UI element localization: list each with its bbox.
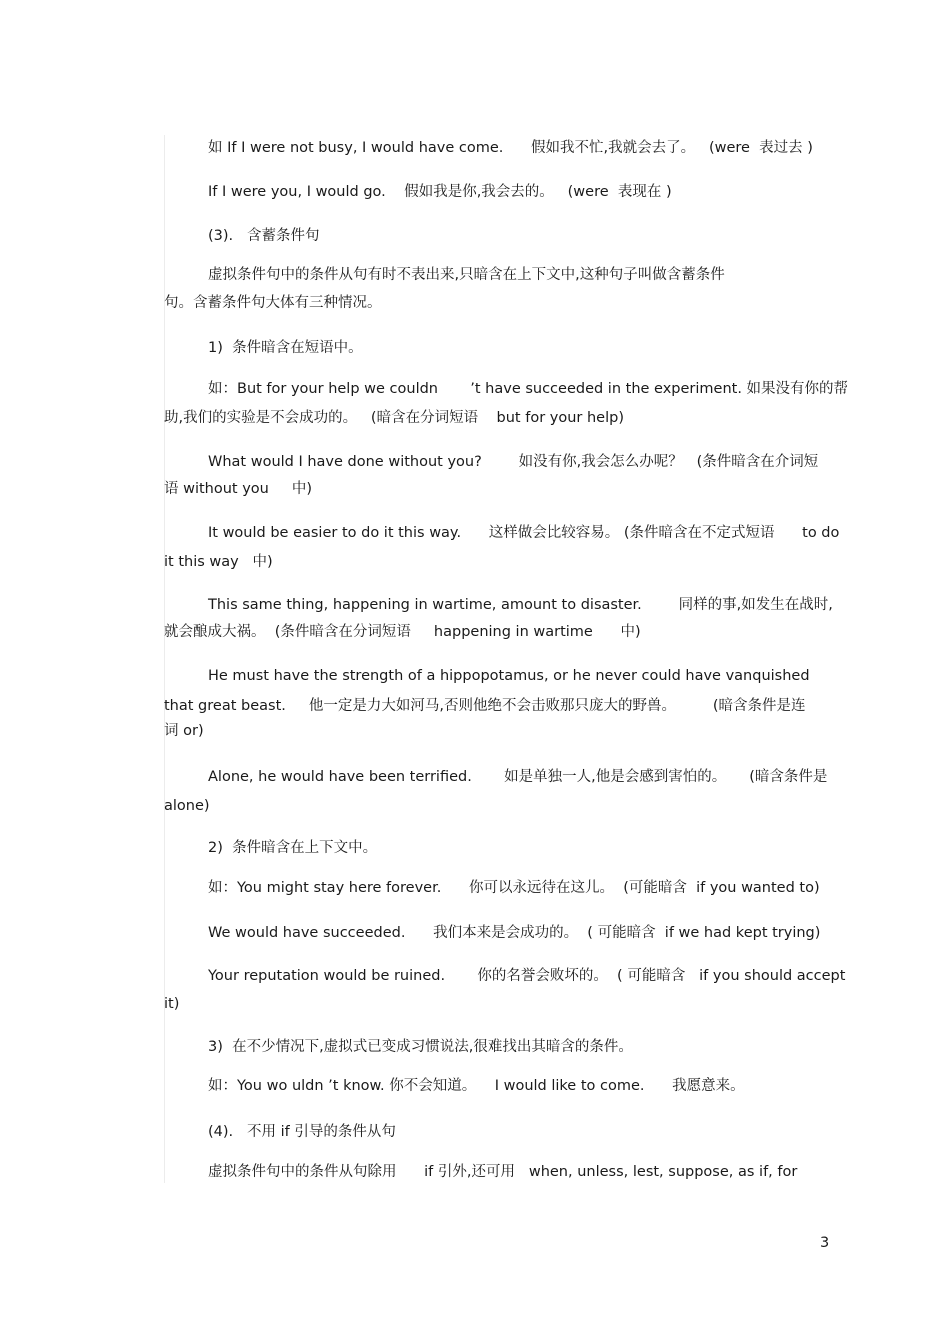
text-line: What would I have done without you? 如没有你,我会怎么办呢？ (条件暗含在介词短: [208, 454, 819, 470]
text-line: that great beast. 他一定是力大如河马,否则他绝不会击败那只庞大的野兽。 (暗含条件是连: [164, 698, 806, 714]
list-heading: 3) 在不少情况下,虚拟式已变成习惯说法,很难找出其暗含的条件。: [208, 1039, 633, 1055]
text-line: 词 or): [164, 723, 204, 739]
text-line: 如：But for your help we couldn ’t have succeeded in the experiment. 如果没有你的帮: [208, 381, 849, 397]
text-line: 如：You wo uldn ’t know. 你不会知道。 I would like to come. 我愿意来。: [208, 1078, 745, 1094]
text-line: Your reputation would be ruined. 你的名誉会败坏的。 ( 可能暗含 if you should accept: [208, 968, 846, 984]
text-line: He must have the strength of a hippopotamus, or he never could have vanquished: [208, 668, 810, 684]
text-line: 虚拟条件句中的条件从句有时不表出来,只暗含在上下文中,这种句子叫做含蓄条件: [208, 267, 725, 283]
text-line: 就会酿成大祸。 (条件暗含在分词短语 happening in wartime 中): [164, 624, 641, 640]
text-line: This same thing, happening in wartime, amount to disaster. 同样的事,如发生在战时,: [208, 597, 833, 613]
text-line: alone): [164, 798, 210, 814]
section-heading: (3). 含蓄条件句: [208, 228, 320, 244]
list-heading: 2) 条件暗含在上下文中。: [208, 840, 378, 856]
text-line: 如 If I were not busy, I would have come. 假如我不忙,我就会去了。 (were 表过去 ): [208, 140, 813, 156]
list-heading: 1) 条件暗含在短语中。: [208, 340, 363, 356]
text-line: 助,我们的实验是不会成功的。 (暗含在分词短语 but for your help): [164, 410, 624, 426]
text-line: 虚拟条件句中的条件从句除用 if 引外,还可用 when, unless, lest, suppose, as if, for: [208, 1164, 798, 1180]
text-line: It would be easier to do it this way. 这样做会比较容易。 (条件暗含在不定式短语 to do: [208, 525, 840, 541]
text-line: 语 without you 中): [164, 481, 313, 497]
text-line: it this way 中): [164, 554, 273, 570]
section-heading: (4). 不用 if 引导的条件从句: [208, 1124, 396, 1140]
text-line: If I were you, I would go. 假如我是你,我会去的。 (were 表现在 ): [208, 184, 672, 200]
page-number: 3: [820, 1235, 830, 1251]
text-line: We would have succeeded. 我们本来是会成功的。 ( 可能暗含 if we had kept trying): [208, 925, 821, 941]
text-line: 句。含蓄条件句大体有三种情况。: [164, 295, 382, 311]
text-line: Alone, he would have been terrified. 如是单独一人,他是会感到害怕的。 (暗含条件是: [208, 769, 828, 785]
text-line: 如：You might stay here forever. 你可以永远待在这儿。 (可能暗含 if you wanted to): [208, 880, 820, 896]
text-line: it): [164, 996, 180, 1012]
